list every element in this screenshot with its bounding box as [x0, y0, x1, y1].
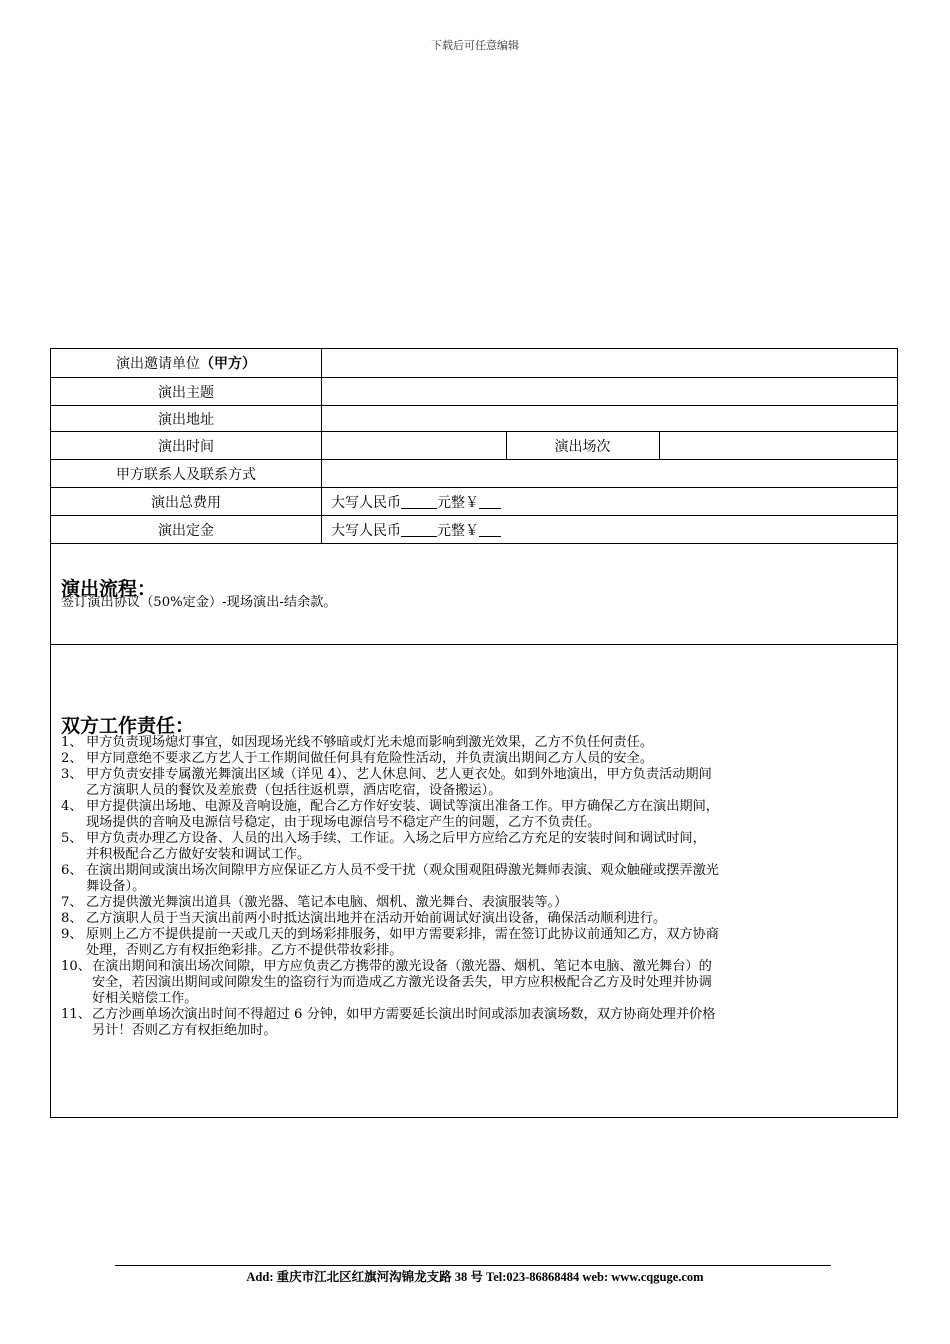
- total-fee-value[interactable]: [331, 488, 501, 515]
- process-text: 签订演出协议（50%定金）-现场演出-结余款。: [61, 595, 337, 610]
- row-inviter: [51, 349, 897, 378]
- responsibility-item: [61, 863, 891, 895]
- deposit-value[interactable]: [331, 516, 501, 543]
- responsibility-line: 处理，否则乙方有权拒绝彩排。乙方不提供带妆彩排。: [86, 943, 403, 958]
- inviter-label-text: 演出邀请单位: [116, 356, 200, 372]
- responsibility-line: 乙方沙画单场次演出时间不得超过 6 分钟，如甲方需要延长演出时间或添加表演场数，双方协商处理并价格: [92, 1007, 716, 1022]
- sessions-divider: [659, 432, 660, 459]
- responsibility-item: [61, 831, 891, 863]
- responsibility-item: [61, 799, 891, 831]
- inviter-label-bold: （甲方）: [200, 356, 256, 372]
- row-theme: [51, 378, 897, 406]
- row-deposit: [51, 516, 897, 544]
- inviter-label: [51, 349, 322, 377]
- responsibility-line: 乙方提供激光舞演出道具（激光器、笔记本电脑、烟机、激光舞台、表演服装等。）: [86, 895, 568, 910]
- responsibility-line: 原则上乙方不提供提前一天或几天的到场彩排服务，如甲方需要彩排，需在签订此协议前通知乙方，双方协商: [86, 927, 719, 942]
- responsibility-line: 乙方演职人员的餐饮及差旅费（包括往返机票，酒店吃宿，设备搬运）。: [86, 783, 502, 798]
- responsibility-line: 在演出期间或演出场次间隙甲方应保证乙方人员不受干扰（观众围观阻碍激光舞师表演、观众触碰或摆弄激光: [86, 863, 719, 878]
- responsibility-number: 6、: [61, 863, 83, 878]
- total-fee-rmb-suffix: 元整￥: [437, 494, 479, 511]
- responsibility-number: 1、: [61, 735, 83, 750]
- row-time: [51, 432, 897, 460]
- footer-divider: [115, 1265, 831, 1266]
- responsibilities-section: [51, 645, 897, 1117]
- responsibility-item: [61, 751, 891, 767]
- responsibility-number: 3、: [61, 767, 83, 782]
- responsibility-number: 11、: [61, 1007, 91, 1022]
- responsibility-number: 9、: [61, 927, 83, 942]
- deposit-label: 演出定金: [51, 516, 322, 543]
- responsibility-number: 7、: [61, 895, 83, 910]
- responsibility-line: 甲方提供演出场地、电源及音响设施，配合乙方作好安装、调试等演出准备工作。甲方确保乙方在演出期间，: [86, 799, 719, 814]
- responsibility-line: 现场提供的音响及电源信号稳定，由于现场电源信号不稳定产生的问题，乙方不负责任。: [86, 815, 601, 830]
- responsibility-number: 4、: [61, 799, 83, 814]
- responsibility-number: 8、: [61, 911, 83, 926]
- responsibility-item: [61, 959, 891, 1007]
- total-fee-label: 演出总费用: [51, 488, 322, 515]
- responsibility-item: [61, 927, 891, 959]
- responsibility-line: 乙方演职人员于当天演出前两小时抵达演出地并在活动开始前调试好演出设备，确保活动顺利进行。: [86, 911, 667, 926]
- contact-label: 甲方联系人及联系方式: [51, 460, 322, 487]
- responsibility-item: [61, 895, 891, 911]
- responsibility-item: [61, 767, 891, 799]
- process-section: [51, 544, 897, 645]
- responsibility-number: 2、: [61, 751, 83, 766]
- responsibilities-list: [61, 735, 891, 1039]
- responsibility-line: 另计！否则乙方有权拒绝加时。: [92, 1023, 277, 1038]
- deposit-rmb-prefix: 大写人民币: [331, 522, 401, 539]
- theme-label: 演出主题: [51, 378, 322, 405]
- responsibility-line: 甲方负责办理乙方设备、人员的出入场手续、工作证。入场之后甲方应给乙方充足的安装时间和调试时间，: [86, 831, 706, 846]
- responsibility-line: 甲方同意绝不要求乙方艺人于工作期间做任何具有危险性活动，并负责演出期间乙方人员的安全。: [86, 751, 654, 766]
- responsibility-line: 舞设备）。: [86, 879, 146, 894]
- responsibility-number: 5、: [61, 831, 83, 846]
- row-total-fee: [51, 488, 897, 516]
- sessions-label: 演出场次: [554, 438, 611, 455]
- deposit-amount-blank[interactable]: [401, 522, 437, 537]
- deposit-number-blank[interactable]: [479, 522, 501, 537]
- performance-form: [50, 348, 898, 1118]
- total-fee-number-blank[interactable]: [479, 494, 501, 509]
- time-label: 演出时间: [51, 432, 322, 459]
- deposit-rmb-suffix: 元整￥: [437, 522, 479, 539]
- responsibility-line: 甲方负责安排专属激光舞演出区域（详见 4）、艺人休息间、艺人更衣处。如到外地演出，甲方负责活动期间: [86, 767, 712, 782]
- responsibilities-title: 双方工作责任：: [61, 715, 195, 737]
- total-fee-rmb-prefix: 大写人民币: [331, 494, 401, 511]
- responsibility-line: 安全，若因演出期间或间隙发生的盗窃行为而造成乙方激光设备丢失，甲方应积极配合乙方及时处理并协调: [92, 975, 712, 990]
- responsibility-number: 10、: [61, 959, 91, 974]
- footer-address: Add: 重庆市江北区红旗河沟锦龙支路 38 号 Tel:023-86868484 web: www.cqguge.com: [246, 1270, 704, 1284]
- total-fee-amount-blank[interactable]: [401, 494, 437, 509]
- header-note: 下载后可任意编辑: [431, 39, 519, 52]
- responsibility-line: 好相关赔偿工作。: [92, 991, 198, 1006]
- responsibility-item: [61, 911, 891, 927]
- responsibility-line: 甲方负责现场熄灯事宜，如因现场光线不够暗或灯光未熄而影响到激光效果，乙方不负任何责任。: [86, 735, 654, 750]
- process-title: 演出流程：: [61, 578, 157, 600]
- row-venue: [51, 406, 897, 432]
- responsibility-item: [61, 735, 891, 751]
- row-contact: [51, 460, 897, 488]
- responsibility-line: 在演出期间和演出场次间隙，甲方应负责乙方携带的激光设备（激光器、烟机、笔记本电脑、激光舞台）的: [92, 959, 712, 974]
- responsibility-line: 并积极配合乙方做好安装和调试工作。: [86, 847, 311, 862]
- venue-label: 演出地址: [51, 406, 322, 431]
- responsibility-item: [61, 1007, 891, 1039]
